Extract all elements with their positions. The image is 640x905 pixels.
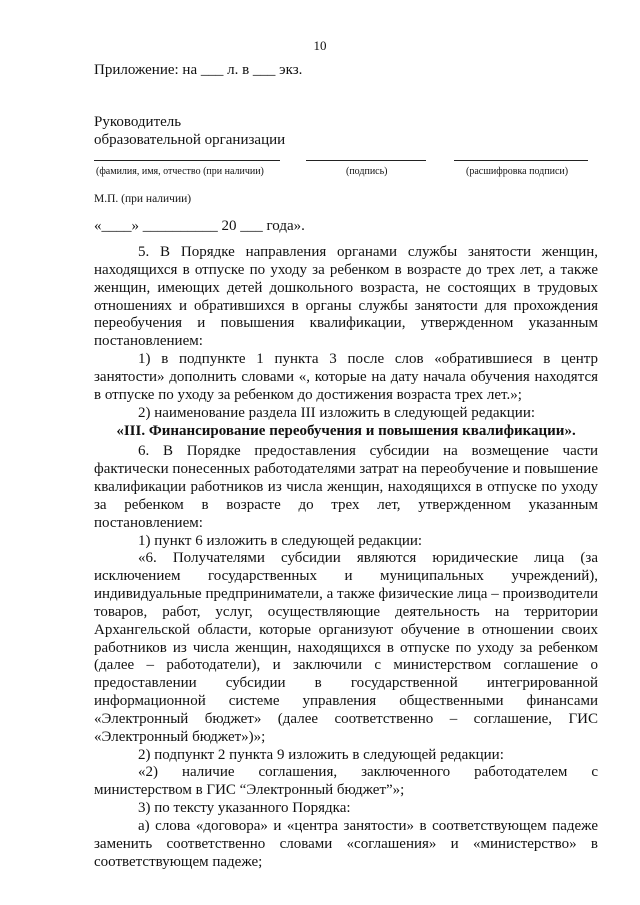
paragraph-6-item-1: 1) пункт 6 изложить в следующей редакции: [138, 532, 423, 549]
paragraph-6-item-2: 2) подпункт 2 пункта 9 изложить в следующей редакции: [138, 746, 504, 763]
signature-rule [306, 160, 426, 161]
signature-caption: (подпись) [346, 166, 388, 177]
section-heading: «III. Финансирование переобучения и повышения квалификации». [116, 423, 576, 440]
page-number: 10 [313, 38, 327, 53]
signatory-title-line2: образовательной организации [94, 132, 286, 148]
paragraph-5: 5. В Порядке направления органами службы занятости женщин, находящихся в отпуске по уходу за ребенком в возрасте до трех лет, а также женщин, имеющих детей дошкольного возраста, не состоящих в трудовых отношениях и обратившихся в органы службы занятости для прохождения переобучения и повышения квалификации, утвержденном указанным постановлением: [94, 244, 598, 350]
date-line: «____» __________ 20 ___ года». [94, 218, 305, 234]
name-signature-rule [94, 160, 280, 161]
signatory-title-line1: Руководитель [94, 114, 182, 130]
name-caption: (фамилия, имя, отчество (при наличии) [96, 166, 264, 177]
appendix-line: Приложение: на ___ л. в ___ экз. [94, 62, 303, 78]
decoding-caption: (расшифровка подписи) [466, 166, 569, 177]
paragraph-5-item-1: 1) в подпункте 1 пункта 3 после слов «обратившиеся в центр занятости» дополнить словами «, которые на дату начала обучения находятся в отпуске по уходу за ребенком до достижения возраста трех лет.»; [94, 351, 598, 403]
item-3-a-text: а) слова «договора» и «центра занятости» в соответствующем падеже заменить соответственно словами «соглашения» и «министерство» в соответствующем падеже; [94, 818, 598, 870]
decoding-signature-rule [454, 160, 588, 161]
stamp-note: М.П. (при наличии) [94, 193, 192, 205]
subpoint-2-text: «2) наличие соглашения, заключенного работодателем с министерством в ГИС “Электронный бюджет”»; [94, 764, 598, 799]
paragraph-6: 6. В Порядке предоставления субсидии на возмещение части фактически понесенных работодателями затрат на переобучение и повышение квалификации работников из числа женщин, находящихся в отпуске по уходу за ребенком в возрасте до трех лет, утвержденном указанным постановлением: [94, 443, 598, 531]
paragraph-6-item-3: 3) по тексту указанного Порядка: [138, 800, 351, 817]
paragraph-5-item-2: 2) наименование раздела III изложить в следующей редакции: [138, 404, 536, 421]
body-text [94, 244, 598, 872]
point-6-text: «6. Получателями субсидии являются юридические лица (за исключением государственных и муниципальных учреждений), индивидуальные предприниматели, а также физические лица – производители товаров, работ, услуг, осуществляющие деятельность на территории Архангельской области, которые организуют обучение в отношении своих работников из числа женщин, находящихся в отпуске по уходу за ребенком (далее – работодатели), и заключили с министерством соглашение о предоставлении субсидии в государственной интегрированной информационной системе управления общественными финансами «Электронный бюджет» (далее соответственно – соглашение, ГИС «Электронный бюджет»)»; [94, 550, 598, 745]
